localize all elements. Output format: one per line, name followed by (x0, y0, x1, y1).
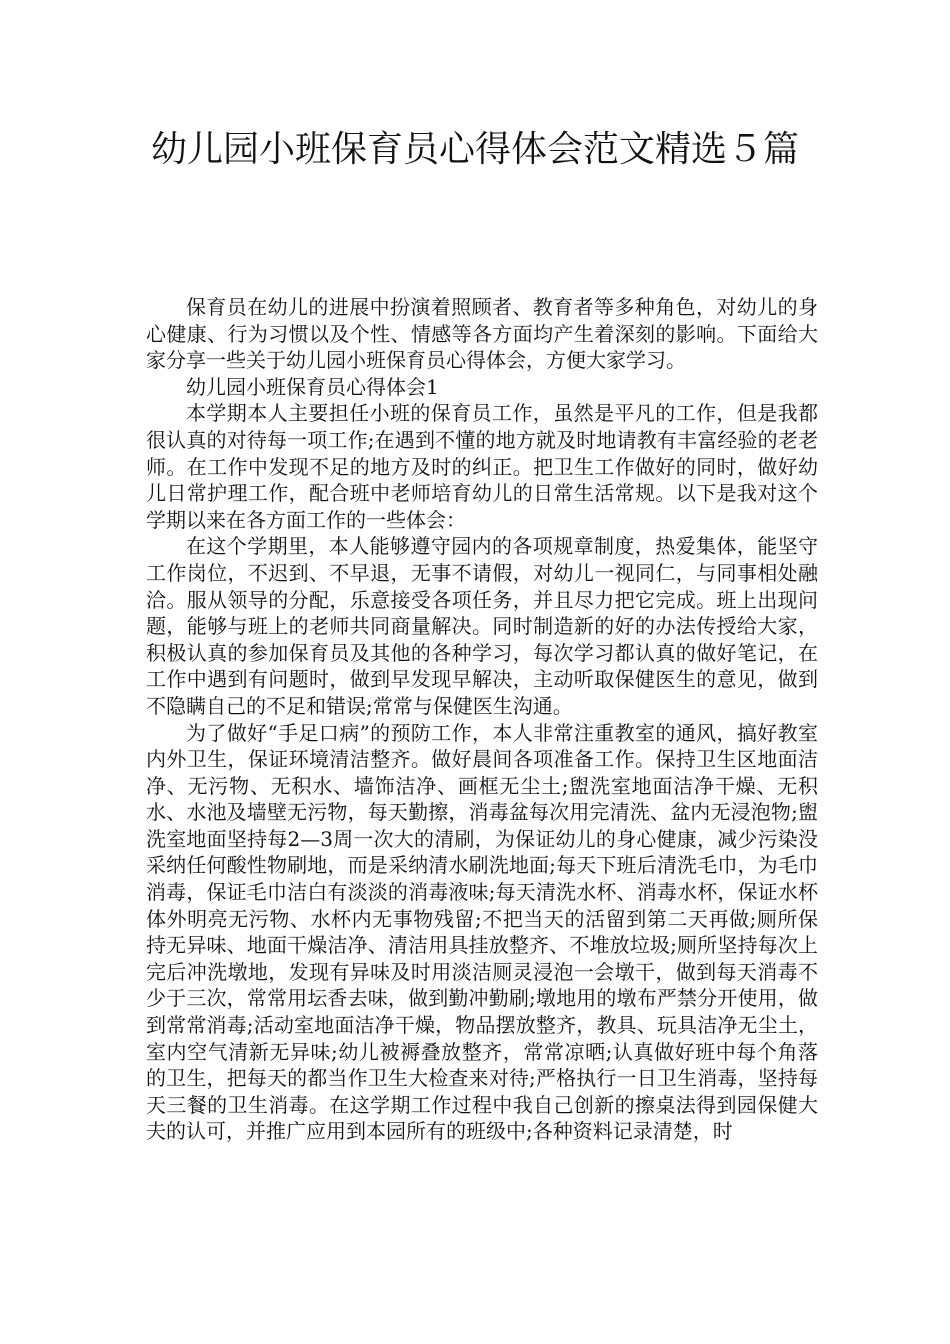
body-paragraph: 为了做好“手足口病”的预防工作，本人非常注重教室的通风，搞好教室内外卫生，保证环境清洁整齐。做好晨间各项准备工作。保持卫生区地面洁净、无污物、无积水、墙饰洁净、画框无尘土;盥洗室地面洁净干燥、无积水、水池及墙壁无污物，每天勤擦，消毒盆每次用完清洗、盆内无浸泡物;盥洗室地面坚持每2—3周一次大的清刷，为保证幼儿的身心健康，减少污染没采纳任何酸性物刷地，而是采纳清水刷洗地面;每天下班后清洗毛巾，为毛巾消毒，保证毛巾洁白有淡淡的消毒液味;每天清洗水杯、消毒水杯，保证水杯体外明亮无污物、水杯内无事物残留;不把当天的活留到第二天再做;厕所保持无异味、地面干燥洁净、清洁用具挂放整齐、不堆放垃圾;厕所坚持每次上完后冲洗墩地，发现有异味及时用淡洁厕灵浸泡一会墩干，做到每天消毒不少于三次，常常用坛香去味，做到勤冲勤刷;墩地用的墩布严禁分开使用，做到常常消毒;活动室地面洁净干燥，物品摆放整齐，教具、玩具洁净无尘土，室内空气清新无异味;幼儿被褥叠放整齐，常常凉晒;认真做好班中每个角落的卫生，把每天的都当作卫生大检查来对待;严格执行一日卫生消毒，坚持每天三餐的卫生消毒。在这学期工作过程中我自己创新的擦桌法得到园保健大夫的认可，并推广应用到本园所有的班级中;各种资料记录清楚，时 (146, 720, 818, 1144)
section-heading: 幼儿园小班保育员心得体会1 (186, 374, 439, 399)
body-paragraph: 本学期本人主要担任小班的保育员工作，虽然是平凡的工作，但是我都很认真的对待每一项工作;在遇到不懂的地方就及时地请教有丰富经验的老老师。在工作中发现不足的地方及时的纠正。把卫生工作做好的同时，做好幼儿日常护理工作，配合班中老师培育幼儿的日常生活常规。以下是我对这个学期以来在各方面工作的一些体会： (146, 401, 818, 532)
document-title: 幼儿园小班保育员心得体会范文精选５篇 (150, 129, 799, 170)
body-paragraph: 在这个学期里，本人能够遵守园内的各项规章制度，热爱集体，能坚守工作岗位，不迟到、不早退，无事不请假，对幼儿一视同仁，与同事相处融洽。服从领导的分配，乐意接受各项任务，并且尽力把它完成。班上出现问题，能够与班上的老师共同商量解决。同时制造新的好的办法传授给大家，积极认真的参加保育员及其他的各种学习，每次学习都认真的做好笔记，在工作中遇到有问题时，做到早发现早解决，主动听取保健医生的意见，做到不隐瞒自己的不足和错误;常常与保健医生沟通。 (146, 534, 818, 718)
intro-paragraph: 保育员在幼儿的进展中扮演着照顾者、教育者等多种角色，对幼儿的身心健康、行为习惯以及个性、情感等各方面均产生着深刻的影响。下面给大家分享一些关于幼儿园小班保育员心得体会，方便大家学习。 (146, 295, 818, 373)
document-body (146, 294, 818, 1145)
